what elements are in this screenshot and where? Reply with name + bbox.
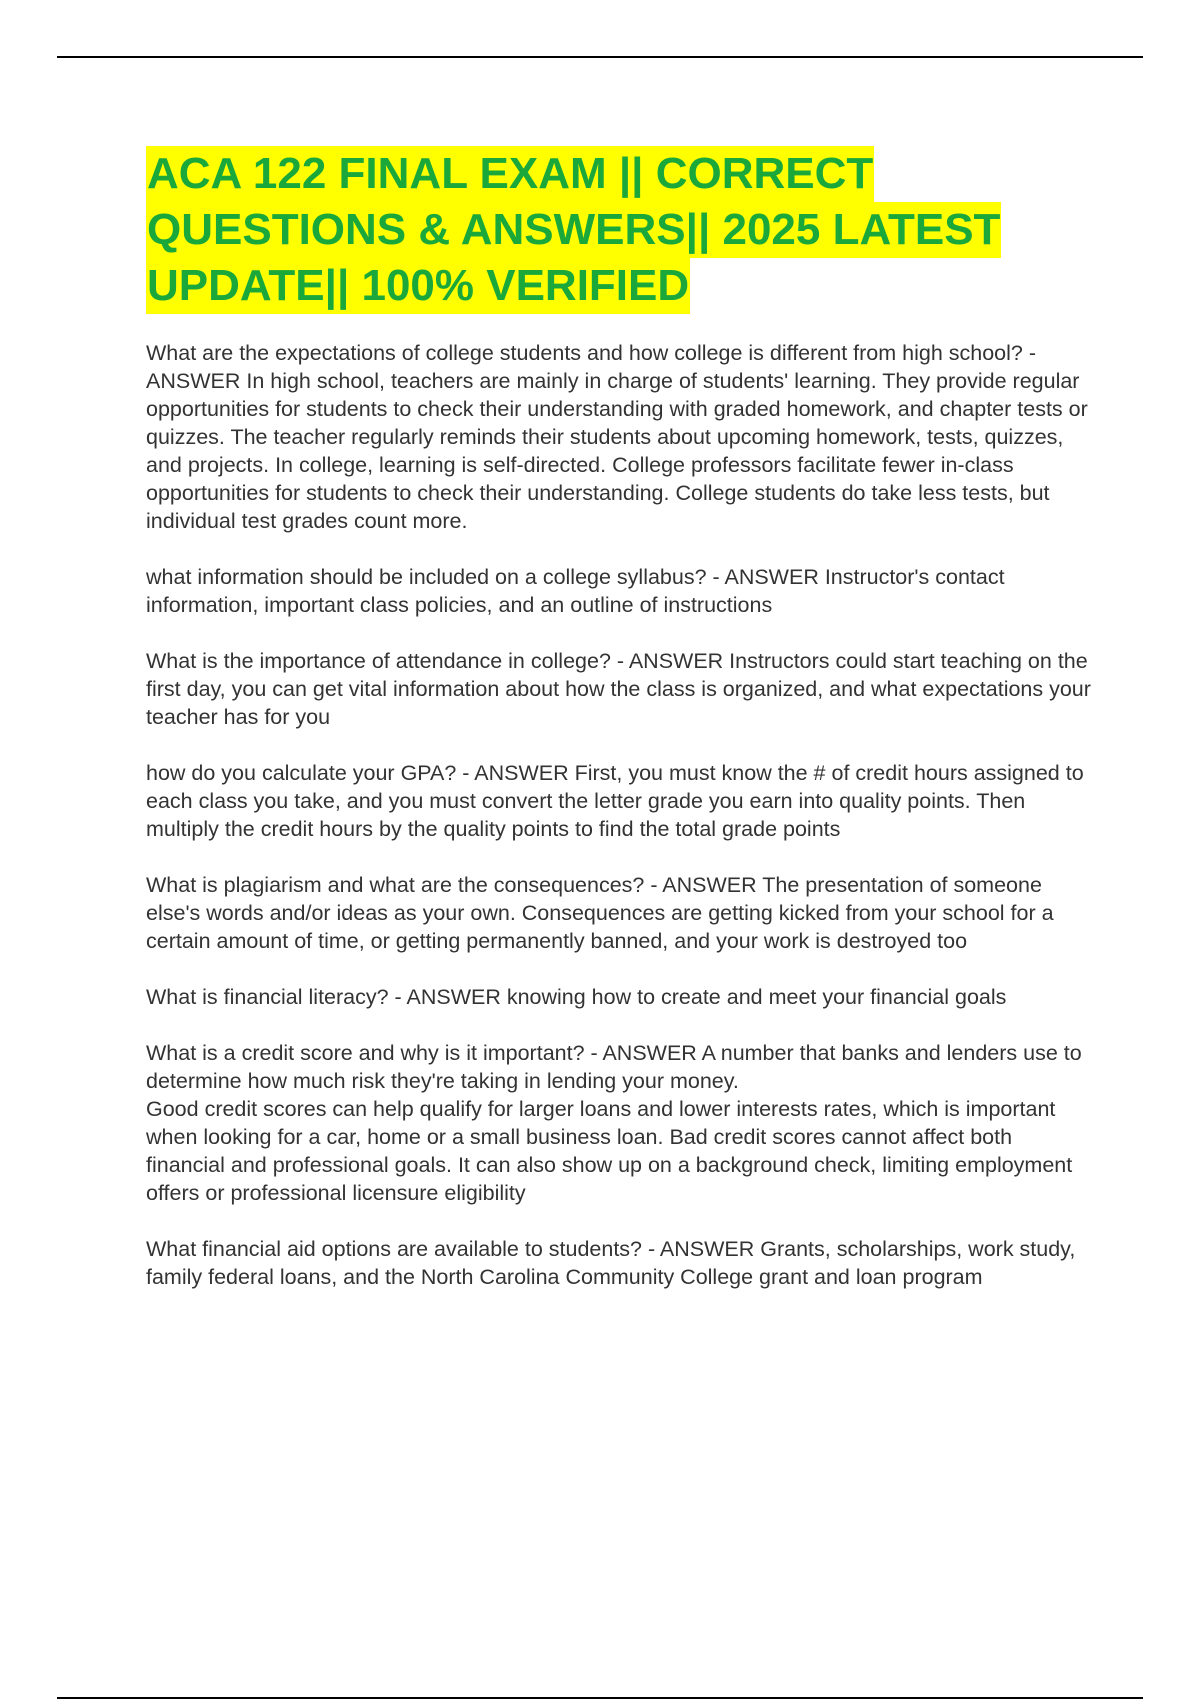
qa-text-continued: Good credit scores can help qualify for larger loans and lower interests rates, which is important when looking for a car, home or a small business loan. Bad credit scores cannot affect both financial and professional goals. It can also show up on a background check, limiting employment offers or professional licensure eligibility <box>146 1097 1073 1205</box>
qa-text: What are the expectations of college students and how college is different from high school? - ANSWER In high school, teachers are mainly in charge of students' learning. They provide regular opportunities for students to check their understanding with graded homework, and chapter tests or quizzes. The teacher regularly reminds their students about upcoming homework, tests, quizzes, and projects. In college, learning is self-directed. College professors facilitate fewer in-class opportunities for students to check their understanding. College students do take less tests, but individual test grades count more. <box>146 341 1088 533</box>
qa-text: What is the importance of attendance in college? - ANSWER Instructors could start teaching on the first day, you can get vital information about how the class is organized, and what expectations your teacher has for you <box>146 649 1091 729</box>
qa-text: What is plagiarism and what are the consequences? - ANSWER The presentation of someone else's words and/or ideas as your own. Consequences are getting kicked from your school for a certain amount of time, or getting permanently banned, and your work is destroyed too <box>146 873 1054 953</box>
qa-item <box>146 563 1091 619</box>
qa-item <box>146 339 1091 535</box>
document-body <box>146 146 1091 1319</box>
qa-text: how do you calculate your GPA? - ANSWER First, you must know the # of credit hours assigned to each class you take, and you must convert the letter grade you earn into quality points. Then multiply the credit hours by the quality points to find the total grade points <box>146 761 1084 841</box>
qa-text: what information should be included on a college syllabus? - ANSWER Instructor's contact information, important class policies, and an outline of instructions <box>146 565 1005 617</box>
qa-text: What financial aid options are available to students? - ANSWER Grants, scholarships, work study, family federal loans, and the North Carolina Community College grant and loan program <box>146 1237 1076 1289</box>
title-line: QUESTIONS & ANSWERS|| 2025 LATEST <box>146 202 1001 258</box>
qa-list <box>146 339 1091 1291</box>
qa-text: What is a credit score and why is it important? - ANSWER A number that banks and lenders use to determine how much risk they're taking in lending your money. <box>146 1041 1082 1093</box>
qa-item <box>146 871 1091 955</box>
qa-item <box>146 647 1091 731</box>
qa-item <box>146 759 1091 843</box>
qa-text: What is financial literacy? - ANSWER knowing how to create and meet your financial goals <box>146 985 1007 1009</box>
bottom-divider <box>57 1697 1143 1699</box>
qa-item <box>146 1235 1091 1291</box>
qa-item <box>146 1039 1091 1207</box>
title-line: UPDATE|| 100% VERIFIED <box>146 258 690 314</box>
document-title <box>146 146 1091 314</box>
title-line: ACA 122 FINAL EXAM || CORRECT <box>146 146 874 202</box>
qa-item <box>146 983 1091 1011</box>
top-divider <box>57 56 1143 58</box>
